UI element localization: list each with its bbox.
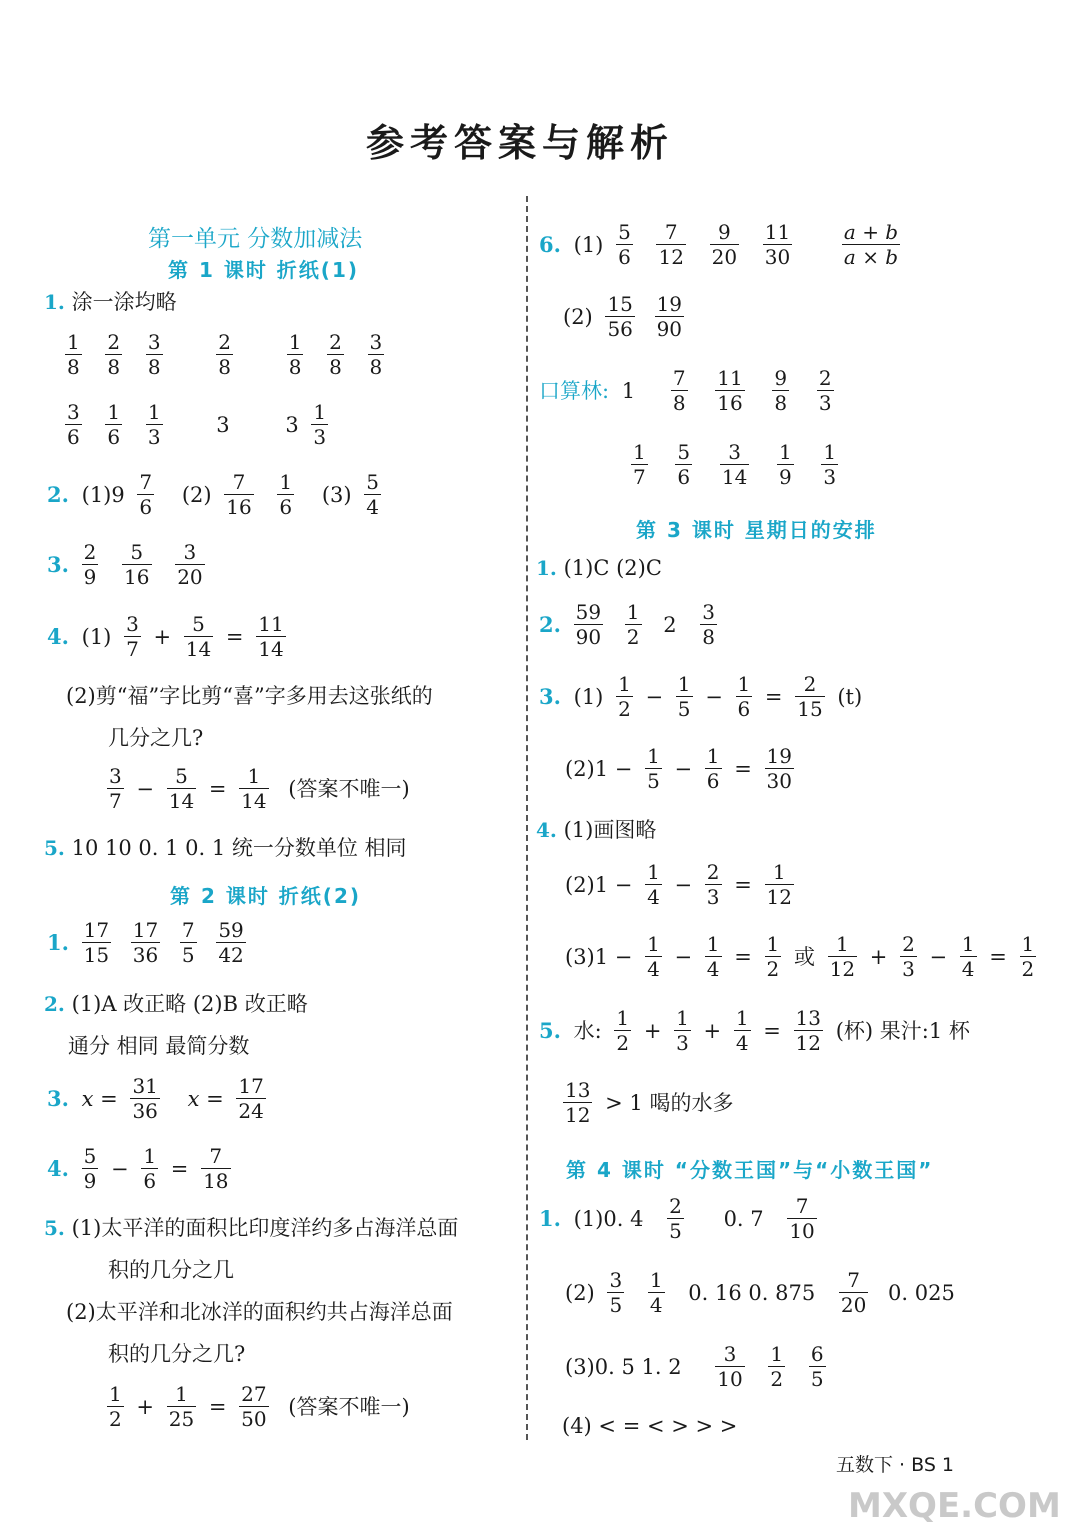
mental-math-row2 — [628, 440, 841, 489]
fraction: $\frac{1}{2}$ — [1021, 932, 1035, 981]
fraction: $\frac{1}{2}$ — [109, 1382, 122, 1431]
fraction: $\frac{6}{5}$ — [810, 1342, 824, 1391]
page-footer: 五数下 · BS 1 — [836, 1454, 955, 1476]
fraction: $\frac{1}{2}$ — [616, 1006, 630, 1055]
fraction: $\frac{1}{4}$ — [735, 1006, 749, 1055]
fraction: $\frac{59}{90}$ — [575, 600, 602, 649]
fraction: $\frac{1}{2}$ — [626, 600, 640, 649]
l4-q1-4: (4) < = < > > > — [562, 1414, 738, 1438]
fraction: $\frac{1}{6}$ — [706, 744, 720, 793]
fraction: $\frac{59}{42}$ — [218, 918, 244, 967]
fraction: $\frac{11}{16}$ — [717, 366, 743, 415]
lesson-3-heading: 第 3 课时 星期日的安排 — [636, 518, 877, 542]
mental-math: 口算林: 1 $\frac{7}{8}$ $\frac{11}{16}$ $\frac{9}{8}$ $\frac{2}{3}$ — [539, 366, 832, 415]
fraction: $\frac{2}{9}$ — [83, 540, 97, 589]
q-number: 1. — [44, 290, 65, 314]
l2-q5-d: 积的几分之几? — [108, 1342, 246, 1366]
lesson-4-heading: 第 4 课时 “分数王国”与“小数王国” — [566, 1158, 934, 1182]
fraction: $\frac{2}{3}$ — [706, 860, 720, 909]
l2-q5-c: (2)太平洋和北冰洋的面积约共占海洋总面 — [66, 1300, 453, 1324]
fraction: $\frac{2}{8}$ — [329, 330, 342, 379]
fraction: $\frac{2}{5}$ — [669, 1194, 682, 1243]
fraction: $\frac{27}{50}$ — [241, 1382, 267, 1431]
l1-q4: 4. (1) $\frac{3}{7}$ + $\frac{5}{14}$ = $\frac{11}{14}$ — [47, 612, 284, 661]
fraction: $\frac{13}{12}$ — [795, 1006, 821, 1055]
l3-q5: 5. 水: $\frac{1}{2}$ + $\frac{1}{3}$ + $\frac{1}{4}$ = $\frac{13}{12}$ (杯) 果汁:1 杯 — [539, 1006, 970, 1055]
l2-q3: 3. x = $\frac{31}{36}$ x = $\frac{17}{24}$ — [47, 1074, 264, 1123]
l1-q2: 2. (1)9 $\frac{7}{6}$ (2) $\frac{7}{16}$ $\frac{1}{6}$ (3) $\frac{5}{4}$ — [47, 470, 380, 519]
fraction: $\frac{1}{4}$ — [649, 1268, 663, 1317]
unit-heading: 第一单元 分数加减法 — [148, 226, 363, 252]
fraction: $\frac{1}{6}$ — [107, 400, 121, 449]
fraction: $\frac{7}{8}$ — [672, 366, 686, 415]
l3-q2: 2. $\frac{59}{90}$ $\frac{1}{2}$ 2 $\frac{3}{8}$ — [539, 600, 715, 649]
fraction: $\frac{1}{3}$ — [676, 1006, 689, 1055]
l1-q4-2a: (2)剪“福”字比剪“喜”字多用去这张纸的 — [66, 684, 433, 708]
fraction: $\frac{17}{36}$ — [132, 918, 159, 967]
q6-part2: (2) $\frac{15}{56}$ $\frac{19}{90}$ — [563, 292, 683, 341]
fraction: $\frac{1}{14}$ — [241, 764, 267, 813]
fraction: $\frac{1}{8}$ — [288, 330, 302, 379]
fraction: $\frac{7}{6}$ — [139, 470, 153, 519]
fraction: $\frac{1}{3}$ — [147, 400, 161, 449]
fraction: $\frac{19}{30}$ — [766, 744, 792, 793]
fraction: $\frac{7}{5}$ — [181, 918, 195, 967]
fraction: $\frac{2}{8}$ — [218, 330, 231, 379]
fraction: $\frac{3}{5}$ — [609, 1268, 623, 1317]
fraction: $\frac{1}{3}$ — [823, 440, 837, 489]
fraction: $\frac{1}{5}$ — [647, 744, 660, 793]
fraction: $\frac{3}{8}$ — [702, 600, 715, 649]
fraction: $\frac{31}{36}$ — [132, 1074, 158, 1123]
fraction: $\frac{2}{8}$ — [107, 330, 121, 379]
l2-q5-expr: $\frac{1}{2}$ + $\frac{1}{25}$ = $\frac{27}{50}$ (答案不唯一) — [109, 1382, 410, 1431]
l2-q5-b: 积的几分之几 — [108, 1258, 234, 1282]
l3-q4-1: 4. (1)画图略 — [536, 818, 657, 842]
fraction: $\frac{1}{6}$ — [737, 672, 751, 721]
fraction: $\frac{17}{24}$ — [238, 1074, 264, 1123]
l3-q3-2: (2)1 − $\frac{1}{5}$ − $\frac{1}{6}$ = $\frac{19}{30}$ — [565, 744, 792, 793]
fraction: $\frac{7}{10}$ — [789, 1194, 815, 1243]
fraction: $\frac{3}{14}$ — [721, 440, 748, 489]
fraction: $\frac{1}{4}$ — [647, 860, 660, 909]
l1-q1-row2: $\frac{3}{6}$ $\frac{1}{6}$ $\frac{1}{3}$ 3 3 $\frac{1}{3}$ — [67, 400, 327, 449]
fraction: $\frac{19}{90}$ — [656, 292, 683, 341]
fraction: $\frac{7}{12}$ — [658, 220, 684, 269]
l2-q1: 1. $\frac{17}{15}$ $\frac{17}{36}$ $\frac{7}{5}$ $\frac{59}{42}$ — [47, 918, 244, 967]
l3-q1: 1. (1)C (2)C — [536, 556, 662, 580]
fraction: $\frac{5}{16}$ — [124, 540, 150, 589]
fraction: $\frac{7}{20}$ — [840, 1268, 867, 1317]
fraction: $\frac{2}{3}$ — [902, 932, 915, 981]
l2-q2-b: 通分 相同 最简分数 — [68, 1034, 250, 1058]
fraction: $\frac{1}{12}$ — [829, 932, 856, 981]
fraction: $\frac{3}{10}$ — [717, 1342, 743, 1391]
fraction: $\frac{a + b}{a \times b}$ — [843, 220, 899, 269]
fraction: $\frac{1}{5}$ — [677, 672, 691, 721]
fraction: $\frac{1}{8}$ — [67, 330, 80, 379]
fraction: $\frac{3}{8}$ — [147, 330, 161, 379]
fraction: $\frac{7}{18}$ — [203, 1144, 229, 1193]
l2-q5-a: 5. (1)太平洋的面积比印度洋约多占海洋总面 — [44, 1216, 459, 1240]
l4-q1-1: 1. (1)0. 4 $\frac{2}{5}$ 0. 7 $\frac{7}{10}$ — [539, 1194, 815, 1243]
q6-part1: 6. (1) $\frac{5}{6}$ $\frac{7}{12}$ $\frac{9}{20}$ $\frac{11}{30}$ $\frac{a + b}{a \times b}$ — [539, 220, 899, 269]
fraction: $\frac{1}{4}$ — [961, 932, 975, 981]
fraction: $\frac{1}{4}$ — [706, 932, 720, 981]
fraction: $\frac{1}{6}$ — [143, 1144, 157, 1193]
l3-q5-b: $\frac{13}{12}$ > 1 喝的水多 — [565, 1078, 734, 1127]
l1-q4-2b: 几分之几? — [108, 726, 204, 750]
l1-q1 — [44, 288, 177, 316]
fraction: $\frac{2}{3}$ — [818, 366, 832, 415]
fraction: $\frac{5}{6}$ — [618, 220, 631, 269]
column-divider — [526, 196, 528, 1440]
l3-q4-2: (2)1 − $\frac{1}{4}$ − $\frac{2}{3}$ = $\frac{1}{12}$ — [565, 860, 792, 909]
l3-q3-1: 3. (1) $\frac{1}{2}$ − $\frac{1}{5}$ − $\frac{1}{6}$ = $\frac{2}{15}$ (t) — [539, 672, 863, 721]
l4-q1-2: (2) $\frac{3}{5}$ $\frac{1}{4}$ 0. 16 0. 875 $\frac{7}{20}$ 0. 025 — [565, 1268, 955, 1317]
fraction: $\frac{1}{2}$ — [770, 1342, 784, 1391]
fraction: $\frac{5}{14}$ — [185, 612, 212, 661]
fraction: $\frac{1}{7}$ — [633, 440, 646, 489]
l1-q1-row1 — [62, 330, 387, 379]
l2-q2: 2. (1)A 改正略 (2)B 改正略 — [44, 992, 308, 1016]
fraction: $\frac{1}{2}$ — [618, 672, 631, 721]
fraction: $\frac{13}{12}$ — [565, 1078, 591, 1127]
l4-q1-3: (3)0. 5 1. 2 $\frac{3}{10}$ $\frac{1}{2}$ $\frac{6}{5}$ — [565, 1342, 824, 1391]
fraction: $\frac{5}{6}$ — [677, 440, 691, 489]
fraction: $\frac{1}{2}$ — [766, 932, 780, 981]
fraction: $\frac{5}{4}$ — [366, 470, 380, 519]
fraction: $\frac{5}{9}$ — [83, 1144, 97, 1193]
fraction: $\frac{9}{20}$ — [711, 220, 738, 269]
fraction: $\frac{9}{8}$ — [774, 366, 788, 415]
fraction: $\frac{3}{20}$ — [177, 540, 203, 589]
fraction: $\frac{3}{7}$ — [126, 612, 139, 661]
fraction: $\frac{1}{4}$ — [647, 932, 660, 981]
fraction: $\frac{3}{7}$ — [109, 764, 122, 813]
fraction: $\frac{17}{15}$ — [83, 918, 110, 967]
fraction: $\frac{1}{12}$ — [766, 860, 792, 909]
watermark: MXQE.COM — [848, 1486, 1061, 1526]
fraction: $\frac{11}{14}$ — [258, 612, 284, 661]
lesson-1-heading: 第 1 课时 折纸(1) — [168, 258, 360, 282]
fraction: $\frac{1}{25}$ — [168, 1382, 195, 1431]
page-title: 参考答案与解析 — [365, 121, 674, 165]
fraction: $\frac{3}{8}$ — [369, 330, 383, 379]
l1-q1-text: 涂一涂均略 — [71, 290, 177, 314]
l3-q4-3: (3)1 − $\frac{1}{4}$ − $\frac{1}{4}$ = $\frac{1}{2}$ 或 $\frac{1}{12}$ + $\frac{2}{3}$ − $\frac{1}{4}$ = $\frac{1}{2}$ — [565, 932, 1035, 981]
lesson-2-heading: 第 2 课时 折纸(2) — [170, 884, 362, 908]
l1-q4-2-expr: $\frac{3}{7}$ − $\frac{5}{14}$ = $\frac{1}{14}$ (答案不唯一) — [109, 764, 410, 813]
fraction: $\frac{5}{14}$ — [168, 764, 195, 813]
fraction: $\frac{11}{30}$ — [764, 220, 791, 269]
fraction: $\frac{2}{15}$ — [797, 672, 823, 721]
fraction: $\frac{1}{9}$ — [778, 440, 792, 489]
l1-q3: 3. $\frac{2}{9}$ $\frac{5}{16}$ $\frac{3}{20}$ — [47, 540, 203, 589]
fraction: $\frac{7}{16}$ — [226, 470, 252, 519]
l1-q5: 5. 10 10 0. 1 0. 1 统一分数单位 相同 — [44, 836, 407, 860]
fraction: $\frac{1}{6}$ — [279, 470, 293, 519]
fraction: $\frac{1}{3}$ — [313, 400, 327, 449]
fraction: $\frac{3}{6}$ — [67, 400, 80, 449]
l2-q4: 4. $\frac{5}{9}$ − $\frac{1}{6}$ = $\frac{7}{18}$ — [47, 1144, 229, 1193]
fraction: $\frac{15}{56}$ — [607, 292, 633, 341]
